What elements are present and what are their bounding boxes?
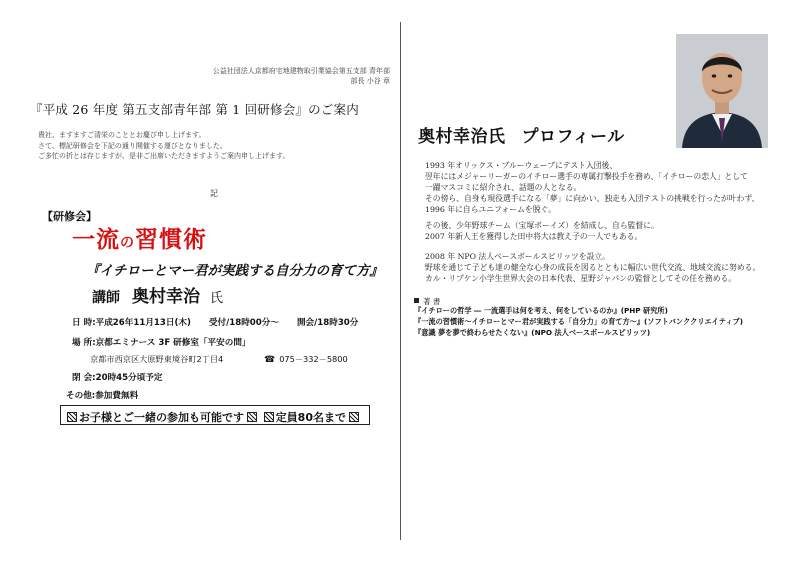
intro-line: 貴社、ますますご清栄のこととお慶び申し上げます。: [38, 131, 206, 139]
place-label: 場 所: [72, 338, 93, 348]
seminar-label: 【研修会】: [42, 210, 97, 223]
hatch-mark-icon: [264, 412, 274, 422]
children-note: [67, 409, 259, 425]
lecturer-photo: [676, 34, 768, 148]
book-item: 『イチローの哲学 ― 一流選手は何を考え、何をしているのか』(PHP 研究所): [414, 306, 668, 315]
books-heading-text: 著 書: [423, 297, 441, 306]
course-title: [72, 221, 207, 254]
bio-line: 2007 年新人王を獲得した田中将大は教え子の一人でもある。: [425, 232, 643, 241]
fee-note: その他:参加費無料: [66, 391, 139, 401]
course-title-part: の: [120, 235, 135, 251]
course-title-part: 習慣術: [135, 226, 207, 253]
organizer-head: 部長 小谷 章: [350, 77, 390, 85]
profile-name: 奥村幸治氏: [418, 127, 506, 147]
intro-line: ご多忙の折とは存じますが、是非ご出席いただきますようご案内申し上げます。: [38, 152, 290, 160]
lecturer-suffix: 氏: [210, 291, 224, 306]
hatch-mark-icon: [67, 412, 77, 422]
telephone-number: 075－332－5800: [279, 354, 348, 364]
closing-time: 閉 会:20時45分頃予定: [72, 373, 163, 383]
date-label: 日 時: [72, 318, 93, 328]
place-value: :京都エミナース 3F 研修室「平安の間」: [92, 338, 251, 348]
portrait-image: [676, 34, 768, 148]
ki-mark: 記: [210, 189, 218, 198]
square-bullet-icon: [414, 298, 419, 303]
lecturer-label: 講師: [92, 290, 120, 306]
date-row: [72, 316, 358, 328]
bio-line: 2008 年 NPO 法人ベースボールスピリッツを設立。: [425, 252, 610, 261]
bio-line: 翌年にはメジャーリーガーのイチロー選手の専属打撃投手を務め、「イチローの恋人」として: [425, 172, 748, 181]
course-subtitle: 『イチローとマー君が実践する自分力の育て方』: [86, 263, 383, 279]
telephone: [264, 354, 348, 365]
hatch-mark-icon: [349, 412, 359, 422]
bio-line: カル・リプケン小学生世界大会の日本代表、星野ジャパンの監督としてその任を務める。: [425, 274, 737, 283]
book-item: 『意識 夢を夢で終わらせたくない』(NPO 法人ベースボールスピリッツ): [414, 328, 651, 337]
book-item: 『一流の習慣術～イチローとマー君が実践する「自分力」の育て方～』(ソフトバンククリエイティブ): [414, 317, 744, 326]
course-title-part: 一流: [72, 226, 120, 253]
column-divider: [400, 22, 401, 540]
bio-line: 一躍マスコミに紹介され、話題の人となる。: [425, 183, 582, 192]
notice-banner: [60, 405, 370, 425]
lecturer: [92, 282, 223, 307]
place-row: [72, 336, 251, 348]
address: 京都市西京区大原野東境谷町2丁目4: [90, 354, 224, 364]
children-note-text: お子様とご一緒の参加も可能です: [79, 411, 244, 424]
intro-line: さて、標記研修会を下記の通り開催する運びとなりました。: [38, 141, 227, 150]
phone-icon: ☎: [264, 355, 276, 365]
bio-line: その傍ら、自身も現役選手になる「夢」に向かい、独走も入団テストの挑戦を行ったが叶わず、: [425, 194, 760, 203]
profile-word: プロフィール: [521, 127, 625, 147]
date-open: 開会/18時30分: [296, 318, 359, 328]
capacity-note: [264, 409, 361, 425]
date-reception: 受付/18時00分～: [208, 318, 279, 328]
lecturer-name: 奥村幸治: [132, 287, 200, 307]
bio-line: その後、少年野球チーム（宝塚ボーイズ）を結成し、自ら監督に。: [425, 221, 659, 230]
hatch-mark-icon: [247, 412, 257, 422]
capacity-note-text: 定員80名まで: [275, 411, 346, 424]
bio-line: 1996 年に自らユニフォームを脱ぐ。: [425, 205, 556, 214]
bio-line: 野球を通じて子ども達の健全な心身の成長を図るとともに幅広い世代交流、地域交流に努める。: [425, 263, 761, 272]
page-title: 『平成 26 年度 第五支部青年部 第 1 回研修会』のご案内: [30, 102, 359, 117]
organizer-name: 公益社団法人京都府宅地建物取引業協会第五支部 青年部: [212, 67, 390, 75]
organizer: [213, 66, 390, 86]
date-value: :平成26年11月13日(木): [92, 318, 191, 328]
profile-title: [418, 122, 625, 147]
intro-text: [38, 130, 368, 162]
bio-line: 1993 年オリックス・ブルーウェーブにテスト入団後、: [425, 161, 618, 170]
